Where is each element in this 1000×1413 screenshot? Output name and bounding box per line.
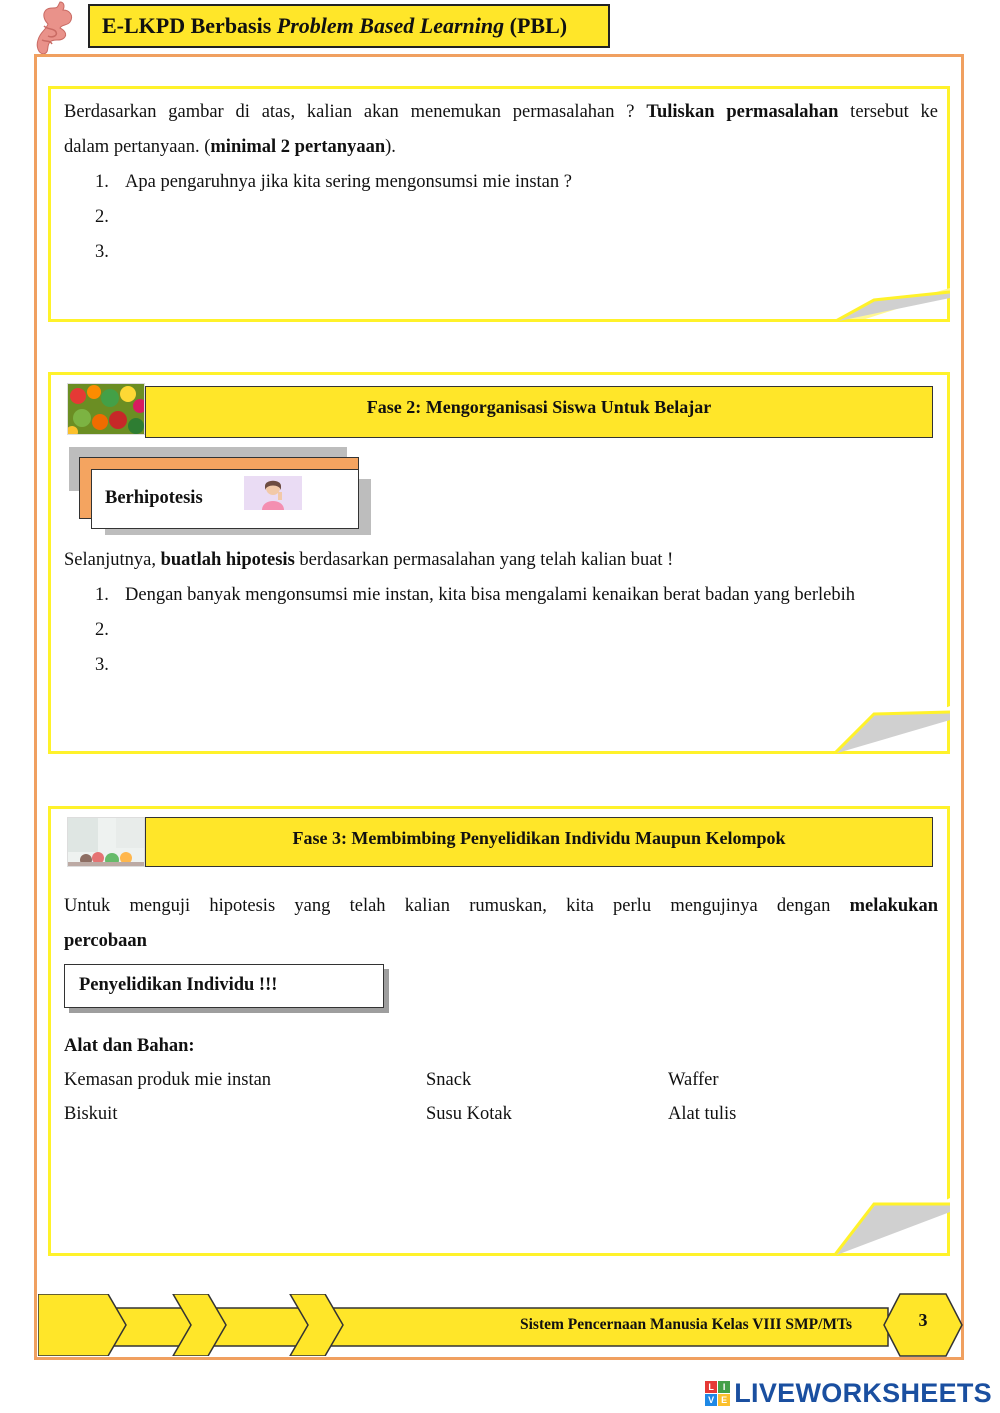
girl-thinking-image (244, 476, 302, 510)
page-curl-icon (834, 1198, 950, 1256)
page-curl-icon (834, 288, 950, 322)
phase3-title: Fase 3: Membimbing Penyelidikan Individu Maupun Kelompok (145, 817, 933, 867)
phase3-card (48, 806, 950, 1256)
intro-text-a: Berdasarkan gambar di atas, kalian akan menemukan permasalahan ? (64, 102, 647, 122)
hypothesis-text-bold: buatlah hipotesis (160, 550, 295, 570)
liveworksheets-icon: L I V E (705, 1381, 730, 1406)
page-title (88, 4, 610, 48)
liveworksheets-text: LIVEWORKSHEETS (734, 1377, 992, 1408)
material-item: Biskuit (64, 1104, 118, 1124)
hypothesis-text-a: Selanjutnya, (64, 550, 161, 570)
title-suffix: (PBL) (504, 13, 568, 38)
experiment-text-a: Untuk menguji hipotesis yang telah kalian rumuskan, kita perlu mengujinya dengan (64, 896, 850, 916)
footer-bar (38, 1294, 928, 1356)
experiment-text-bold: melakukan (849, 896, 938, 916)
digestive-organ-logo (34, 0, 78, 56)
title-prefix: E-LKPD Berbasis (102, 13, 277, 38)
list-item (95, 578, 945, 613)
page-number-badge (880, 1292, 966, 1358)
materials-col-3 (668, 1063, 888, 1131)
item-number: 3. (95, 655, 109, 675)
questions-intro-line2 (64, 130, 938, 165)
berhipotesis-tag (91, 469, 359, 529)
questions-intro (64, 95, 938, 130)
material-item: Kemasan produk mie instan (64, 1070, 272, 1090)
material-item: Snack (426, 1070, 472, 1090)
experiment-intro-line2 (64, 924, 938, 959)
item-number: 2. (95, 620, 109, 640)
materials-col-1 (64, 1063, 424, 1131)
materials-heading: Alat dan Bahan: (64, 1036, 195, 1056)
intro-text-c: tersebut ke (838, 102, 939, 122)
liveworksheets-logo (705, 1376, 992, 1410)
item-number: 3. (95, 242, 109, 262)
hypothesis-text-c: berdasarkan permasalahan yang telah kalian buat ! (294, 550, 674, 570)
item-text[interactable]: Dengan banyak mengonsumsi mie instan, kita bisa mengalami kenaikan berat badan yang berlebih (125, 585, 856, 605)
title-italic: Problem Based Learning (276, 13, 505, 38)
intro-text-bold-1: Tuliskan permasalahan (646, 102, 839, 122)
material-item: Waffer (668, 1070, 719, 1090)
item-number: 2. (95, 207, 109, 227)
list-item (95, 200, 938, 235)
item-number: 1. (95, 172, 109, 192)
material-item: Alat tulis (668, 1104, 737, 1124)
hypothesis-intro (64, 543, 938, 578)
tag-label: Berhipotesis (105, 488, 203, 508)
experiment-intro (64, 889, 938, 924)
item-number: 1. (95, 585, 109, 605)
list-item (95, 235, 938, 270)
hypothesis-list (95, 578, 945, 683)
list-item (95, 648, 945, 683)
item-text[interactable]: Apa pengaruhnya jika kita sering mengonsumsi mie instan ? (125, 172, 572, 192)
kitchen-food-image (67, 817, 145, 867)
phase2-card (48, 372, 950, 754)
page-number: 3 (918, 1310, 928, 1330)
page-curl-icon (834, 706, 950, 754)
questions-card (48, 86, 950, 322)
intro-text-f: ). (385, 137, 396, 157)
intro-text-bold-2: minimal 2 pertanyaan (210, 137, 386, 157)
phase2-title: Fase 2: Mengorganisasi Siswa Untuk Belajar (145, 386, 933, 438)
experiment-text-bold-2: percobaan (64, 931, 147, 951)
materials-col-2 (426, 1063, 646, 1131)
material-item: Susu Kotak (426, 1104, 512, 1124)
list-item (95, 165, 938, 200)
questions-list (64, 165, 938, 270)
footer-text: Sistem Pencernaan Manusia Kelas VIII SMP/MTs (520, 1316, 852, 1333)
list-item (95, 613, 945, 648)
vegetables-image (67, 383, 145, 435)
intro-text-d: dalam pertanyaan. ( (64, 137, 211, 157)
individual-investigation-box: Penyelidikan Individu !!! (64, 964, 384, 1008)
